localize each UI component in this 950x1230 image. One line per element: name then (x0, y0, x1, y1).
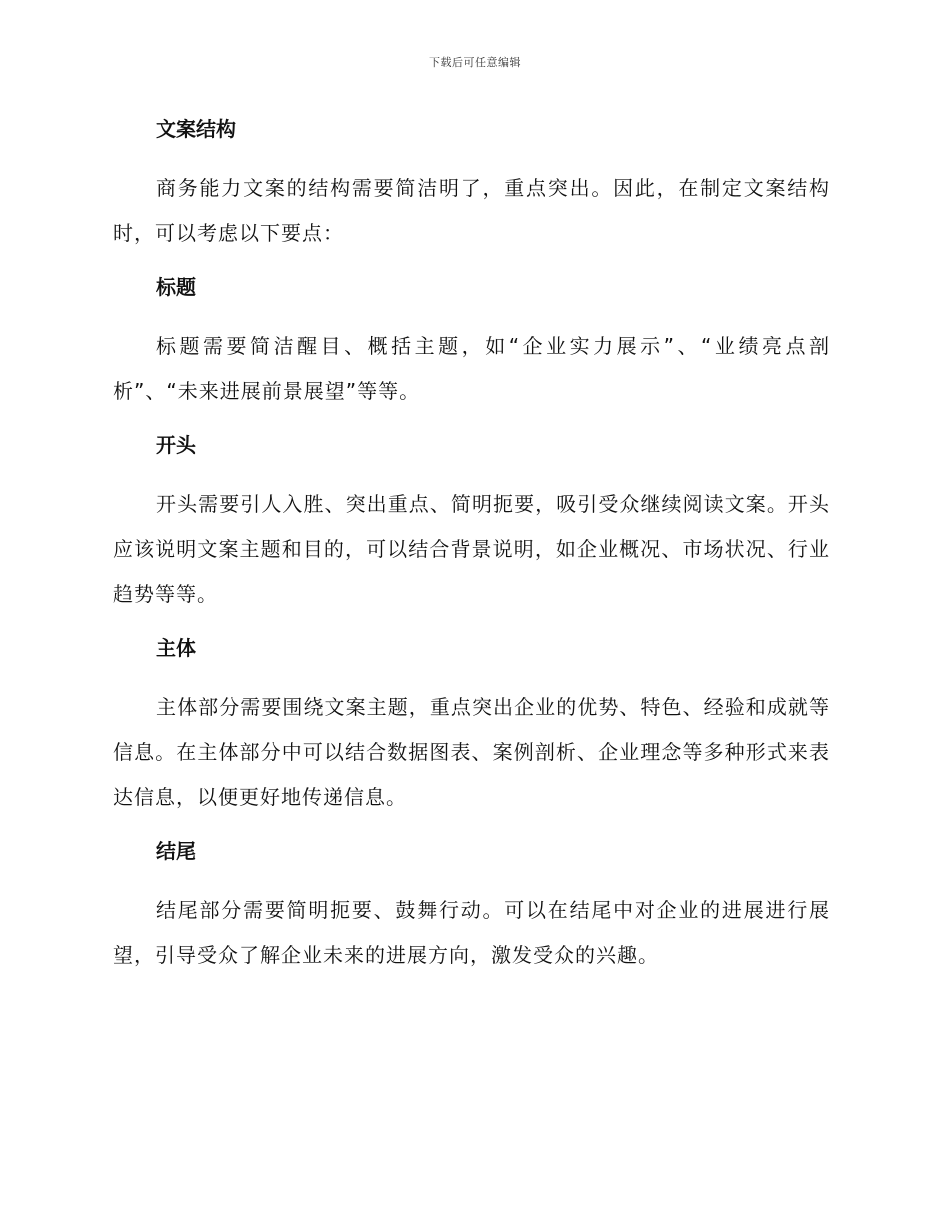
section-heading-body: 主体 (156, 636, 196, 660)
section-paragraph-body: 主体部分需要围绕文案主题，重点突出企业的优势、特色、经验和成就等信息。在主体部分中可以结合数据图表、案例剖析、企业理念等多种形式来表达信息，以便更好地传递信息。 (113, 695, 830, 809)
section-heading-opening: 开头 (156, 433, 196, 457)
document-body (113, 112, 830, 978)
section-paragraph-ending: 结尾部分需要简明扼要、鼓舞行动。可以在结尾中对企业的进展进行展望，引导受众了解企业未来的进展方向，激发受众的兴趣。 (113, 898, 830, 967)
section-heading-structure: 文案结构 (156, 117, 236, 141)
page-header-note: 下载后可任意编辑 (429, 56, 521, 69)
section-heading-ending: 结尾 (156, 839, 196, 863)
section-paragraph-title: 标题需要简洁醒目、概括主题，如“企业实力展示”、“业绩亮点剖析”、“未来进展前景展望”等等。 (113, 334, 830, 403)
section-paragraph-structure: 商务能力文案的结构需要简洁明了，重点突出。因此，在制定文案结构时，可以考虑以下要点： (113, 176, 830, 245)
section-paragraph-opening: 开头需要引人入胜、突出重点、简明扼要，吸引受众继续阅读文案。开头应该说明文案主题和目的，可以结合背景说明，如企业概况、市场状况、行业趋势等等。 (113, 492, 830, 606)
section-heading-title: 标题 (156, 275, 196, 299)
